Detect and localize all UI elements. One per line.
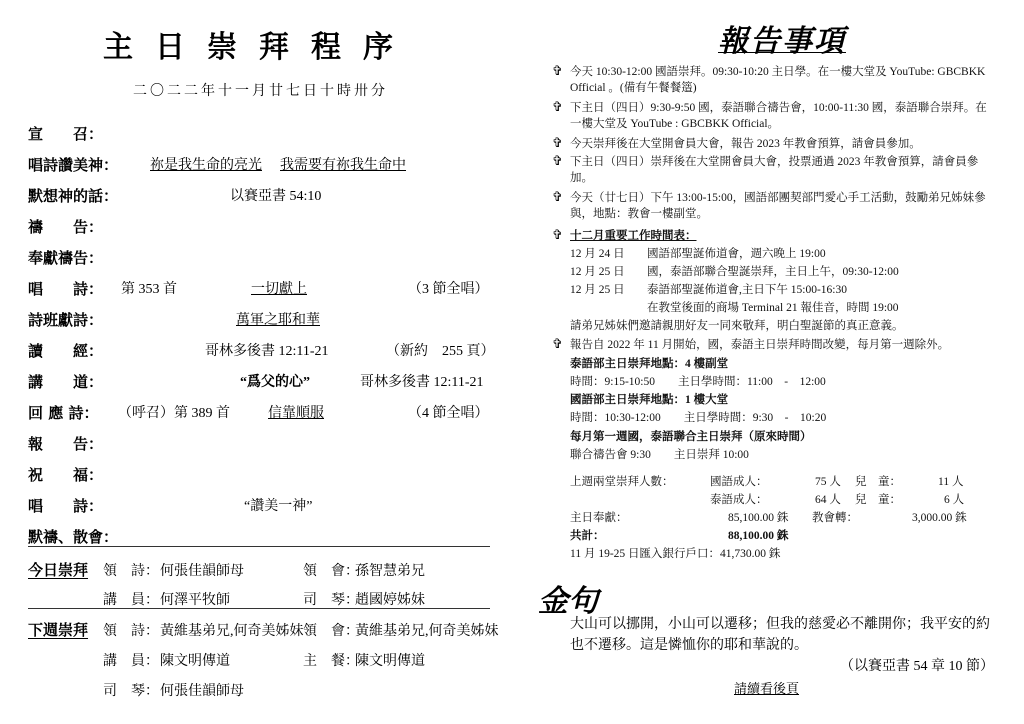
hymn2-note: （3 節全唱） <box>408 282 489 297</box>
choir-title: 萬軍之耶和華 <box>236 313 320 328</box>
announcement-item: 下主日（四日）崇拜後在大堂開會員大會，投票通過 2023 年教會預算，請會員參加。 <box>570 156 979 184</box>
schedule-date: 12 月 25 日 <box>570 284 625 296</box>
cross-icon: ✞ <box>552 100 563 115</box>
sermon-label: 講 道： <box>28 373 104 391</box>
today-organ-label: 司 琴： <box>303 593 359 608</box>
december-schedule-title: 十二月重要工作時間表： <box>570 230 697 242</box>
time-change-notice: 報告自 2022 年 11 月開始，國，泰語主日崇拜時間改變，每月第一週除外。 <box>570 339 950 351</box>
thai-child-count: 6 人 <box>944 494 965 506</box>
response-label: 回 應 詩： <box>28 404 99 422</box>
prayer-label: 禱 告： <box>28 218 104 236</box>
transfer-label: 教會轉： <box>812 512 858 524</box>
today-tag: 今日崇拜 <box>28 561 89 579</box>
hymn2-number: 第 353 首 <box>121 282 177 297</box>
next-lead-label: 領 詩： <box>103 624 159 639</box>
golden-verse-title: 金句 <box>538 584 598 619</box>
today-speaker-label: 講 員： <box>103 593 159 608</box>
announcement-item: 今天崇拜後在大堂開會員大會，報告 2023 年教會預算，請會員參加。 <box>570 138 921 150</box>
reading-text: 哥林多後書 12:11-21 <box>205 344 329 359</box>
offering-label: 主日奉獻： <box>570 512 628 524</box>
response-title: 信靠順服 <box>268 406 324 421</box>
today-speaker-value: 何澤平牧師 <box>160 593 230 608</box>
schedule-text: 國，泰語部聯合聖誕崇拜，主日上午，09:30-12:00 <box>647 266 899 278</box>
sermon-title: “爲父的心” <box>240 375 310 390</box>
mandarin-location: 國語部主日崇拜地點：1 樓大堂 <box>570 394 729 406</box>
divider <box>28 546 490 547</box>
mandarin-time: 時間：10:30-12:00 主日學時間：9:30 - 10:20 <box>570 412 827 424</box>
blessing-label: 祝 福： <box>28 466 104 484</box>
next-organ-label: 司 琴： <box>103 684 159 699</box>
mandarin-adult-label: 國語成人： <box>710 476 768 488</box>
golden-verse: 大山可以挪開，小山可以遷移；但我的慈愛必不離開你；我平安的約也不遷移。這是憐恤你的耶和華說的。 <box>570 617 990 653</box>
program-title: 主日崇拜程序 <box>103 30 415 65</box>
today-organ-value: 趙國婷姊妹 <box>355 593 425 608</box>
divider <box>28 608 490 609</box>
meditation-text: 以賽亞書 54:10 <box>230 189 322 204</box>
call-label: 宣 召： <box>28 125 104 143</box>
hymn3-title: “讚美一神” <box>244 499 313 514</box>
hymn2-title: 一切獻上 <box>251 282 307 297</box>
hymn1-song-a: 祢是我生命的亮光 <box>150 158 262 173</box>
total-label: 共計： <box>570 530 605 542</box>
response-number: （呼召）第 389 首 <box>118 406 230 421</box>
announcements-title: 報告事項 <box>718 24 846 59</box>
child-label: 兒 童： <box>855 494 901 506</box>
today-lead-value: 何張佳韻師母 <box>160 564 244 579</box>
service-date: 二〇二二年十一月廿七日十時卅分 <box>133 83 388 99</box>
continue-link[interactable]: 請續看後頁 <box>734 681 800 696</box>
next-speaker-label: 講 員： <box>103 654 159 669</box>
cross-icon: ✞ <box>552 136 563 151</box>
meditation-label: 默想神的話： <box>28 187 119 205</box>
thai-adult-label: 泰語成人： <box>710 494 768 506</box>
today-host-value: 孫智慧弟兄 <box>355 564 425 579</box>
next-lead-value: 黃維基弟兄,何奇美姊妹 <box>160 624 304 639</box>
response-note: （4 節全唱） <box>408 406 489 421</box>
hymn1-song-b: 我需要有祢我生命中 <box>280 158 406 173</box>
bank-deposit: 11 月 19-25 日匯入銀行戶口：41,730.00 銖 <box>570 548 781 560</box>
thai-adult-count: 64 人 <box>815 494 841 506</box>
announcement-item: 今天 10:30-12:00 國語崇拜。09:30-10:20 主日學。在一樓大堂及 YouTube: GBCBKK Official 。(備有午餐餐簉) <box>570 66 986 94</box>
next-meal-value: 陳文明傳道 <box>355 654 425 669</box>
next-host-label: 領 會： <box>303 624 359 639</box>
report-label: 報 告： <box>28 435 104 453</box>
sermon-ref: 哥林多後書 12:11-21 <box>360 375 484 390</box>
announcement-item: 下主日（四日）9:30-9:50 國，泰語聯合禱告會，10:00-11:30 國，泰語聯合崇拜。在一樓大堂及 YouTube : GBCBKK Official。 <box>570 102 987 130</box>
transfer-value: 3,000.00 銖 <box>912 512 967 524</box>
schedule-date: 12 月 24 日 <box>570 248 625 260</box>
reading-note: （新約 255 頁） <box>386 344 495 359</box>
next-tag: 下週崇拜 <box>28 621 89 639</box>
schedule-date: 12 月 25 日 <box>570 266 625 278</box>
cross-icon: ✞ <box>552 154 563 169</box>
mandarin-adult-count: 75 人 <box>815 476 841 488</box>
cross-icon: ✞ <box>552 64 563 79</box>
closing-label: 默禱、散會： <box>28 528 119 546</box>
today-lead-label: 領 詩： <box>103 564 159 579</box>
reading-label: 讀 經： <box>28 342 104 360</box>
schedule-text-continued: 在教堂後面的商場 Terminal 21 報佳音，時間 19:00 <box>647 302 899 314</box>
choir-label: 詩班獻詩： <box>28 311 104 329</box>
announcement-item: 今天（廿七日）下午 13:00-15:00，國語部團契部門愛心手工活動，鼓勵弟兄姊妹參與，地點：教會一樓副堂。 <box>570 192 986 220</box>
joint-service-time: 聯合禱告會 9:30 主日崇拜 10:00 <box>570 449 749 461</box>
schedule-text: 泰語部聖誕佈道會,主日下午 15:00-16:30 <box>647 284 847 296</box>
thai-time: 時間：9:15-10:50 主日學時間：11:00 - 12:00 <box>570 376 826 388</box>
verse-reference: （以賽亞書 54 章 10 節） <box>840 659 994 674</box>
offering-value: 85,100.00 銖 <box>728 512 789 524</box>
attendance-label: 上週兩堂崇拜人數： <box>570 476 674 488</box>
joint-service-head: 每月第一週國，泰語聯合主日崇拜（原來時間） <box>570 431 812 443</box>
schedule-invite: 請弟兄姊妹們邀請親朋好友一同來敬拜，明白聖誕節的真正意義。 <box>570 320 904 332</box>
next-host-value: 黃維基弟兄,何奇美姊妹 <box>355 624 499 639</box>
child-label: 兒 童： <box>855 476 901 488</box>
mandarin-child-count: 11 人 <box>938 476 964 488</box>
cross-icon: ✞ <box>552 337 563 352</box>
today-host-label: 領 會： <box>303 564 359 579</box>
next-meal-label: 主 餐： <box>303 654 359 669</box>
thai-location: 泰語部主日崇拜地點：4 樓副堂 <box>570 358 729 370</box>
offering-prayer-label: 奉獻禱告： <box>28 249 104 267</box>
cross-icon: ✞ <box>552 228 563 243</box>
hymn2-label: 唱 詩： <box>28 280 104 298</box>
hymn3-label: 唱 詩： <box>28 497 104 515</box>
hymn1-label: 唱詩讚美神： <box>28 156 119 174</box>
next-organ-value: 何張佳韻師母 <box>160 684 244 699</box>
total-value: 88,100.00 銖 <box>728 530 789 542</box>
cross-icon: ✞ <box>552 190 563 205</box>
schedule-text: 國語部聖誕佈道會，週六晚上 19:00 <box>647 248 826 260</box>
next-speaker-value: 陳文明傳道 <box>160 654 230 669</box>
